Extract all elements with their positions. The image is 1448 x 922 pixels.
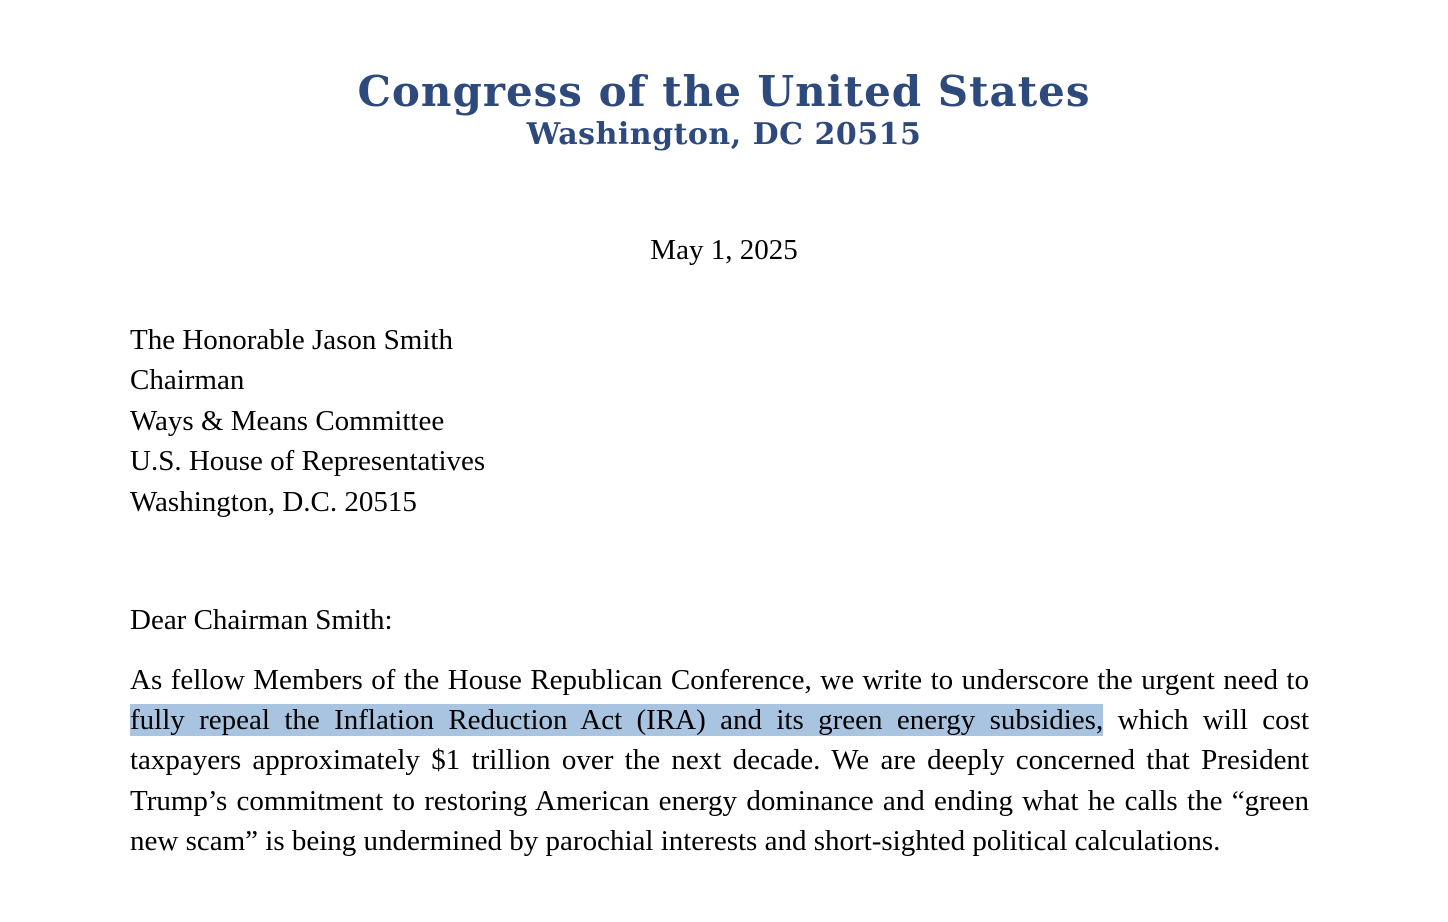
letterhead [0, 62, 1448, 156]
letter-date: May 1, 2025 [650, 234, 798, 266]
highlighted-selection[interactable]: fully repeal the Inflation Reduction Act (IRA) and its green energy subsidies, [130, 704, 1104, 737]
recipient-chamber: U.S. House of Representatives [130, 445, 486, 478]
recipient-name: The Honorable Jason Smith [130, 324, 453, 356]
body-paragraph [130, 660, 1309, 861]
paragraph-text-after: which will cost taxpayers approximately $1 trillion over the next decade. We are deeply concerned that President Trump’s commitment to restoring American energy dominance and ending what he calls the “green new scam” is being undermined by parochial interests and short-sighted political calculations. [130, 704, 1309, 857]
recipient-city: Washington, D.C. 20515 [130, 485, 417, 518]
paragraph-text-before: As fellow Members of the House Republican Conference, we write to underscore the urgent need to [130, 664, 1309, 696]
recipient-address [130, 320, 485, 522]
recipient-committee: Ways & Means Committee [130, 404, 445, 437]
letterhead-subtitle: Washington, DC 20515 [526, 117, 922, 152]
recipient-title: Chairman [130, 364, 245, 397]
letterhead-title: Congress of the United States [357, 67, 1091, 116]
salutation: Dear Chairman Smith: [130, 604, 393, 636]
